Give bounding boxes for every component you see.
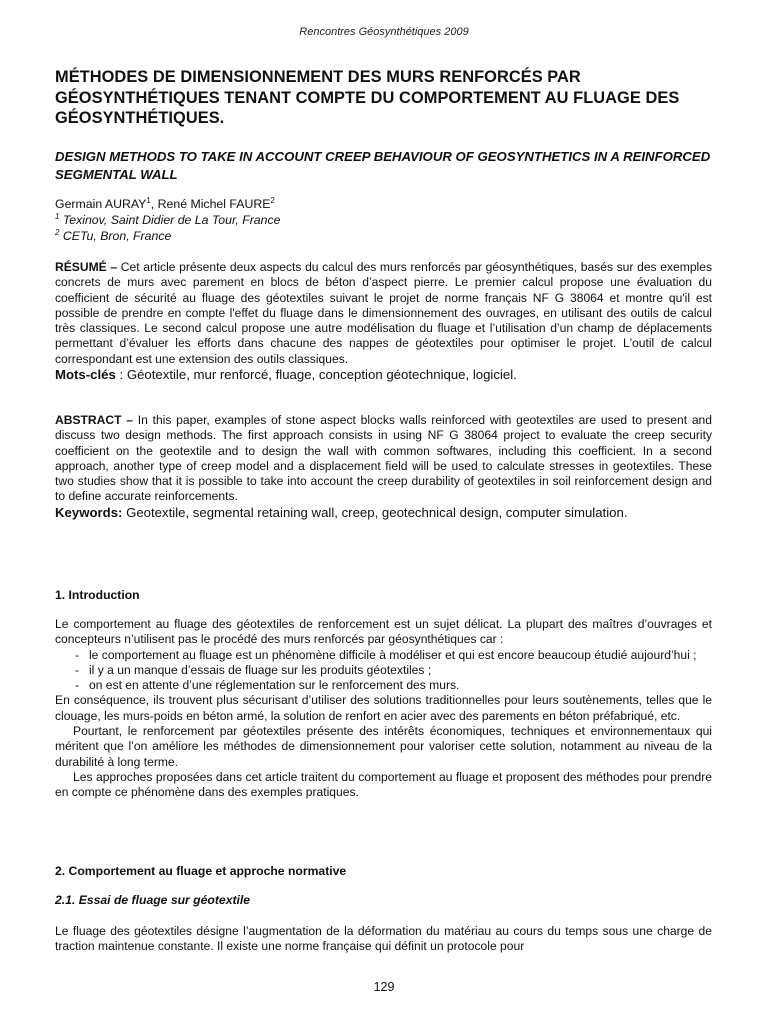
title-english: DESIGN METHODS TO TAKE IN ACCOUNT CREEP BEHAVIOUR OF GEOSYNTHETICS IN A REINFORCED SEGMENTAL WALL xyxy=(55,149,711,182)
list-dash: - xyxy=(75,678,80,693)
abstract-section xyxy=(55,413,712,521)
abstract-label: ABSTRACT – xyxy=(55,413,133,427)
keywords xyxy=(55,505,712,521)
abstract-paragraph xyxy=(55,413,712,505)
list-item xyxy=(55,663,712,678)
author-block xyxy=(55,196,712,244)
mots-cles-text: : Géotextile, mur renforcé, fluage, conception géotechnique, logiciel. xyxy=(115,367,517,383)
intro-bullet-list xyxy=(55,648,712,694)
list-item xyxy=(55,648,712,663)
list-dash: - xyxy=(75,662,80,677)
section-paragraph: Le fluage des géotextiles désigne l’augmentation de la déformation du matériau au cours du temps sous une charge de traction maintenue constante. Il existe une norme française qui définit un protocole pour xyxy=(55,924,712,954)
intro-paragraph: Le comportement au fluage des géotextiles de renforcement est un sujet délicat. La plupart des maîtres d’ouvrages et concepteurs n’utilisent pas le procédé des murs renforcés par géosynthétiques car : xyxy=(55,617,712,647)
section-heading-2: 2. Comportement au fluage et approche normative xyxy=(55,864,347,878)
affiliation-text: CETu, Bron, France xyxy=(59,229,172,243)
list-dash: - xyxy=(75,647,80,662)
abstract-text: In this paper, examples of stone aspect blocks walls reinforced with geotextiles are used to present and discuss two design methods. The first approach consists in using NF G 38064 project to evaluate the creep security coefficient on the geotextile and to design the wall with common softwares, including this coefficient. In a second approach, another type of creep model and a displacement field will be used to calculate stresses in geotextiles. These two studies show that it is possible to take into account the creep durability of geotextiles in soil reinforcement design and to define accurate reinforcements. xyxy=(55,413,712,504)
author-separator: , xyxy=(150,197,158,211)
list-item-text: il y a un manque d’essais de fluage sur les produits géotextiles ; xyxy=(89,662,432,677)
author-line xyxy=(55,196,712,212)
list-item-text: le comportement au fluage est un phénomène difficile à modéliser et qui est encore beaucoup étudié aujourd’hui ; xyxy=(89,647,697,662)
author-name: René Michel FAURE xyxy=(157,197,271,211)
affiliation-mark: 2 xyxy=(55,228,60,237)
keywords-label: Keywords: xyxy=(55,504,123,520)
section-heading-introduction: 1. Introduction xyxy=(55,588,140,602)
subsection-heading-2-1: 2.1. Essai de fluage sur géotextile xyxy=(55,893,251,907)
author-name: Germain AURAY xyxy=(55,197,147,211)
running-header: Rencontres Géosynthétiques 2009 xyxy=(299,26,469,38)
author-affiliation-mark: 1 xyxy=(146,196,151,205)
resume-section xyxy=(55,260,712,383)
list-item xyxy=(55,678,712,693)
intro-paragraph: En conséquence, ils trouvent plus sécurisant d’utiliser des solutions traditionnelles pour leurs soutènements, telles que le clouage, les murs-poids en béton armé, la solution de renfort en acier avec des parements en béton préfabriqué, etc. xyxy=(55,693,712,723)
resume-paragraph xyxy=(55,260,712,367)
affiliation-text: Texinov, Saint Didier de La Tour, France xyxy=(59,213,281,227)
affiliation xyxy=(55,212,712,228)
section-2-1-body xyxy=(55,924,712,955)
introduction-body xyxy=(55,617,712,801)
resume-label: RÉSUMÉ – xyxy=(55,260,118,274)
mots-cles-label: Mots-clés xyxy=(55,367,116,383)
mots-cles xyxy=(55,367,712,383)
page-number: 129 xyxy=(373,980,395,994)
keywords-text: Geotextile, segmental retaining wall, creep, geotechnical design, computer simulation. xyxy=(122,504,628,520)
affiliation-mark: 1 xyxy=(55,212,60,221)
author-affiliation-mark: 2 xyxy=(270,196,275,205)
intro-paragraph: Les approches proposées dans cet article traitent du comportement au fluage et proposent des méthodes pour prendre en compte ce phénomène dans des exemples pratiques. xyxy=(55,769,712,800)
affiliation xyxy=(55,228,712,244)
resume-text: Cet article présente deux aspects du calcul des murs renforcés par géosynthétiques, basés sur des exemples concrets de murs avec parement en blocs de béton d’aspect pierre. Le premier calcul propose une évaluation du coefficient de sécurité au fluage des géotextiles suivant le projet de norme français NF G 38064 et montre qu'il est possible de prendre en compte l'effet du fluage dans le dimensionnement des ouvrages, en utilisant des outils de calcul très classiques. Le second calcul propose une autre modélisation du fluage et l’utilisation d’un champ de déplacements permettant d’évaluer les efforts dans chacune des nappes de géotextiles pour optimiser le projet. L'outil de calcul correspondant est une extension des outils classiques. xyxy=(55,260,713,366)
title-french: MÉTHODES DE DIMENSIONNEMENT DES MURS RENFORCÉS PAR GÉOSYNTHÉTIQUES TENANT COMPTE DU COMPORTEMENT AU FLUAGE DES GÉOSYNTHÉTIQUES. xyxy=(55,68,680,127)
intro-paragraph: Pourtant, le renforcement par géotextiles présente des intérêts économiques, techniques et environnementaux qui méritent que l’on améliore les méthodes de dimensionnement pour valoriser cette solution, notamment au niveau de la durabilité à long terme. xyxy=(55,724,712,769)
list-item-text: on est en attente d’une réglementation sur le renforcement des murs. xyxy=(89,678,460,693)
